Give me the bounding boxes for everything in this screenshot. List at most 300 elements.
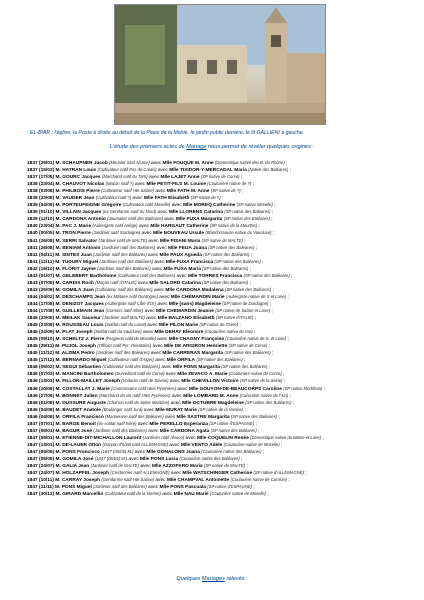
wife-note: (SP native des Baléares) [202, 279, 249, 285]
husband-note: (Soldat natif du Loiret) [104, 322, 147, 328]
record-end-mark: ; [272, 351, 274, 357]
record-date: 1846 (05/02) [27, 365, 55, 371]
wife-note: (SP native de l'Isère) [199, 322, 239, 328]
record-date: 1839 (12/10) [27, 217, 55, 223]
husband-note: (Jardinier natif des Baléares) [97, 265, 151, 271]
record-end-mark: ; [267, 492, 269, 498]
husband-name: M. PAC J. Marie [55, 224, 92, 230]
record-end-mark: ; [239, 323, 241, 329]
marriage-record [27, 448, 412, 455]
wife-note: (SP native de Saône et Loire) [215, 307, 271, 313]
record-end-mark: ; [289, 168, 292, 174]
wife-name: Mlle FUXA Francisca [165, 259, 214, 265]
wife-name: Mlle NAU Marie [173, 492, 209, 498]
record-connector: avec [148, 428, 159, 434]
wife-name: Mlle SALORD Catarina [149, 280, 201, 286]
footer-after: relevés : [224, 576, 248, 582]
husband-name: M. DE-LAUER Otton [55, 442, 102, 448]
record-date: 1844 (17/08) [27, 301, 55, 307]
wife-name: Mlle TORRES Francisca [187, 273, 243, 279]
record-connector: avec [162, 492, 173, 498]
wife-name: Mlle LLORENS Catarina [168, 210, 223, 216]
record-end-mark: ; [272, 287, 274, 293]
marriage-record [27, 229, 412, 236]
record-connector: avec [152, 266, 163, 272]
wife-name: Mlle FUXA Maria [163, 266, 201, 272]
marriage-record [27, 321, 412, 328]
husband-note: (Jardinier natif Alsace) [142, 434, 185, 440]
record-date: 1847 (05/05) [27, 449, 55, 455]
wife-note: (SP native de Corse) [200, 174, 240, 180]
record-connector: avec [152, 344, 163, 350]
record-date: 1847 (11/11) [27, 485, 54, 491]
husband-note: (Commissaire natif Htes Pyrénées) [111, 385, 177, 391]
marriage-record [27, 490, 412, 497]
wife-note: (Aubergiste native de S et Loire) [225, 293, 286, 299]
husband-name: M. PLAT Joseph [55, 330, 93, 336]
wife-name: Mlle CHEMARDIN Marie [170, 294, 225, 300]
record-date: 1839 (01/10) [27, 210, 55, 216]
marriage-record [27, 222, 412, 229]
record-connector: avec [165, 414, 176, 420]
record-end-mark: ; [262, 259, 264, 265]
wife-name: Mlle (sans) Magdeleine [168, 301, 222, 307]
wife-note: (SP native Moselle) [236, 202, 273, 208]
record-date: 1845 (29/11) [27, 344, 54, 350]
record-date: 1845 (11/12) [27, 351, 54, 357]
wife-note: (SP native des Baléares) [243, 272, 290, 278]
wife-note: (Couturière native de Moselle) [209, 491, 267, 497]
record-date: 1837 (26/01) [27, 161, 55, 166]
husband-name: M. MANCINI Bartholomeo [55, 372, 114, 378]
wife-name: Mlle PONS Lucia [140, 456, 179, 462]
record-connector: avec [169, 379, 180, 385]
record-connector: avec [149, 175, 160, 181]
record-connector: avec [155, 189, 166, 195]
husband-name: M. GOMILA Juan [55, 287, 94, 293]
wife-name: Mlle NOUVEAU Ursule [153, 231, 205, 237]
marriage-record [27, 286, 412, 293]
record-end-mark: ; [271, 217, 273, 223]
husband-note: (Jardinier natif MALTE) [102, 315, 145, 321]
marriage-record [27, 328, 412, 335]
wife-note: (Couturière native de ?) [207, 181, 252, 187]
wife-name: Mlle CARRERAS Margarita [162, 351, 224, 357]
wife-note: (Native des Baléares) [248, 167, 289, 173]
husband-note: (Cultivateur natif Pas de Calais) [97, 167, 157, 173]
marriage-record [27, 392, 412, 399]
record-date: 1846 (04/08) [27, 407, 55, 413]
record-end-mark: ; [305, 471, 307, 477]
wife-name: Mlle TIXIDOR-Y-MERCADAL Maria [169, 168, 247, 174]
record-end-mark: ; [246, 464, 248, 470]
wife-note: (Couturière native des Baléares) [201, 448, 262, 454]
record-connector: avec [134, 182, 146, 188]
wife-name: Mlle FEUA Juana [168, 245, 207, 251]
husband-note: (Voiturier natif de Savoie) [121, 378, 169, 384]
marriage-record [27, 349, 412, 356]
record-connector: avec [170, 471, 182, 477]
wife-name: Mlle SASTRE Margarita [176, 414, 230, 420]
husband-name: M. PHILBOIS Pierre [55, 189, 100, 195]
marriage-record [27, 272, 412, 279]
marriage-record [27, 208, 412, 215]
husband-name: M. HOLZAPFEL Joseph [55, 471, 110, 477]
record-end-mark: ; [271, 210, 274, 216]
wife-name: Mlle GOUYON-DE-BEAUCORPS Caroline [188, 386, 282, 392]
husband-note: (Jardinier natif des Baléares) [99, 258, 154, 264]
footer-before: Quelques [176, 576, 202, 582]
husband-note: (Charron natif de Seine Maritime) [107, 399, 170, 405]
wife-name: Mlle BALZANO Elisabeth [157, 316, 215, 322]
mariage-link[interactable]: Mariage [186, 144, 207, 150]
record-date: 1844 (04/02) [27, 294, 55, 300]
record-date: 1846 (20/06) [27, 386, 55, 392]
wife-note: (Blanchisseuse native du Vaucluse) [205, 230, 272, 236]
wife-note: (Couturière native de Moselle) [223, 441, 280, 447]
record-end-mark: ; [271, 308, 273, 314]
husband-name: M. GOMILA José [55, 456, 94, 462]
wife-note: (Couturière native de Corse) [228, 371, 282, 377]
record-date: 1838 (03/08) [27, 189, 55, 195]
wife-name: Mlle LOMBARD M. Anne [183, 393, 239, 399]
marriage-record [27, 335, 412, 342]
marriage-record [27, 265, 412, 272]
wife-note: (SP native de la Meurthe) [209, 223, 258, 229]
marriage-records-list [27, 159, 412, 497]
record-end-mark: ; [281, 442, 283, 448]
wife-name: Mlle AZZOPARD Maria [151, 464, 203, 470]
marriage-record [27, 476, 412, 483]
wife-name: Mlle PONS Margarita [172, 365, 220, 371]
wife-name: Mlle CARDONA Madalena [165, 287, 224, 293]
record-end-mark: ; [289, 393, 291, 399]
wife-name: Mlle VENTO Adèle [180, 442, 223, 448]
wife-name: Mlle PERELLO Esperanza [149, 421, 208, 427]
husband-name: M. DUSSURE Auguste [55, 400, 107, 406]
record-connector: avec [156, 245, 167, 251]
wife-note: (SP native de ?) [190, 195, 221, 201]
record-date: 1846 (07/03) [27, 372, 55, 378]
record-end-mark: ; [244, 407, 246, 413]
wife-note: (SP native d'ALLEMAGNE) [253, 470, 304, 476]
record-connector: avec [157, 168, 168, 174]
record-connector: avec [159, 294, 170, 300]
footer-text [0, 576, 424, 582]
husband-name: M. DESCHAMPS Jean [55, 294, 106, 300]
record-end-mark: ; [249, 280, 251, 286]
record-connector: avec [169, 442, 180, 448]
record-end-mark: ; [268, 365, 271, 371]
marriage-record [27, 237, 412, 244]
husband-name: M. CARDIX Roch [55, 280, 94, 286]
wife-note: (Couturière native du Var) [204, 329, 253, 335]
record-date: 1847 (09/01) [27, 428, 55, 434]
husband-note: (Jardinier natif des Baléares) [93, 484, 147, 490]
wife-note: (SP native de MALTE) [201, 237, 243, 243]
husband-name: M. BONNET Julien [55, 393, 98, 399]
husband-name: M. SCHAUPNER Jacob [55, 161, 108, 166]
wife-name: Mlle DEHAY Eléonore [154, 330, 204, 336]
record-date: 1837 (17/05) [27, 175, 55, 181]
husband-note: (Manoeuvre natif des Baléares) [105, 413, 164, 419]
wife-note: (SP native des Baléares) [224, 209, 271, 215]
record-date: 1843 (07/09) [27, 280, 55, 286]
record-date: 1839 (04/05) [27, 203, 55, 209]
husband-name: M. GUILLEMAIN Jean [55, 308, 105, 314]
wife-name: Mlle ORFILA [166, 358, 196, 364]
record-end-mark: ; [255, 421, 257, 427]
record-end-mark: ; [272, 231, 275, 237]
husband-name: M. PONS Miguel [55, 485, 92, 491]
record-date: 1838 (23/04) [27, 182, 55, 188]
marriage-record [27, 356, 412, 363]
wife-name: Mlle CARDONA Agata [159, 428, 210, 434]
record-end-mark: ; [254, 330, 256, 336]
husband-name: M. VAUDER Jean [55, 196, 95, 202]
husband-note: (Forgeron natif de Moselle) [105, 336, 156, 342]
record-connector: avec [153, 287, 165, 293]
record-end-mark: ; [268, 344, 271, 350]
wife-name: Mlle CHAMPVAL Antoinette [166, 478, 230, 484]
record-date: 1841 (12/11) [27, 259, 54, 265]
record-end-mark: ; [258, 224, 260, 230]
wife-note: (SP native de la Vienne) [198, 406, 244, 412]
record-end-mark: ; [278, 414, 280, 420]
husband-note: (Aubergiste natif Ariège) [92, 223, 138, 229]
husband-name: M. GOURC Jacques [55, 175, 101, 181]
wife-name: Mlle FATH Elisabeth [143, 196, 190, 202]
wife-name: Mlle PAUX Agueda [159, 252, 202, 258]
marriage-record [27, 187, 412, 194]
record-end-mark: ; [221, 196, 224, 202]
wife-note: (SP native des Baléares) [224, 286, 272, 292]
record-connector: avec [176, 273, 187, 279]
wife-name: Mlle PETIT-FILS M. Louise [146, 182, 206, 188]
el-biar-photo [114, 4, 326, 125]
husband-name: M. GIRARD Marcellin [55, 492, 104, 498]
marriage-record [27, 159, 412, 166]
husband-name: M. ETIENNE-DIT-MICHALLON Laurent [55, 435, 142, 441]
husband-name: M. SEGUI Sébastien [55, 365, 102, 371]
husband-name: M. ORFILA Francisco [55, 414, 104, 420]
husband-note: (Jardinier natif de MALTE) [98, 237, 148, 243]
record-connector: avec [177, 386, 188, 392]
marriage-record [27, 377, 412, 384]
record-end-mark: ; [243, 358, 246, 364]
husband-name: M. MEILAK Sauveur [55, 316, 101, 322]
record-end-mark: ; [283, 372, 285, 378]
wife-name: Mlle PONS Pascuala [159, 485, 206, 491]
record-connector: avec [170, 400, 181, 406]
wife-note: (SP native de Dordogne) [222, 300, 269, 306]
husband-note: (ex Gendarme natif du Nord) [102, 209, 157, 215]
marriage-record [27, 180, 412, 187]
record-date: 1845 (17/12) [27, 358, 55, 364]
marriage-record [27, 244, 412, 251]
marriage-record [27, 441, 412, 448]
wife-note: (SP native de MALTE) [203, 463, 246, 469]
marriage-record [27, 215, 412, 222]
record-connector: avec [138, 224, 150, 230]
photo-illustration [115, 5, 326, 125]
husband-name: M. VILLAIN Jacques [55, 210, 102, 216]
husband-note: (Cultivateur natif Hte Saône) [101, 188, 154, 194]
husband-note: (Jardinier natif des Baléares) [101, 244, 156, 250]
record-connector: avec [157, 301, 168, 307]
wife-note: (SP native des Baléares) [224, 350, 271, 356]
record-connector: avec [171, 393, 182, 399]
record-end-mark: ; [323, 386, 326, 392]
record-date: 1843 (01/07) [27, 273, 55, 279]
intro-after: nous permet de révéler quelques origines : [206, 144, 315, 150]
record-connector: avec [146, 316, 157, 322]
wife-note: (Couturière native de Corrèze) [230, 477, 288, 483]
husband-note: (Aubergiste natif Côte d'Or) [105, 300, 156, 306]
record-date: 1845 (23/08) [27, 323, 55, 329]
record-connector: avec [137, 421, 148, 427]
record-end-mark: ; [291, 273, 293, 279]
record-date: 1843 (25/09) [27, 287, 55, 293]
husband-name: M. DENIZOT Jacques [55, 301, 104, 307]
marriage-record [27, 370, 412, 377]
husband-name: M. HATRAN Louis [55, 168, 97, 174]
wife-name: Mlle FATH M. Anne [166, 189, 210, 195]
intro-before: L'étude des premiers actes de [109, 144, 187, 150]
record-date: 1847 (13/01) [27, 442, 55, 448]
record-end-mark: ; [249, 266, 252, 272]
husband-note: (Jardinier natif des Baléares) [93, 251, 147, 257]
record-connector: avec [140, 464, 151, 470]
husband-note: (Officier natif Pyr. Orientales) [97, 343, 152, 349]
wife-note: (SP native des Baléares) [196, 357, 243, 363]
record-end-mark: ; [274, 203, 276, 209]
record-date: 1846 (01/08) [27, 400, 55, 406]
record-end-mark: ; [287, 337, 289, 343]
record-connector: avec [164, 217, 175, 223]
marriage-record [27, 173, 412, 180]
wife-name: Mlle PILON Marie [158, 323, 199, 329]
record-date: 1840 (23/04) [27, 224, 55, 230]
wife-name: Mlle CHEMARDIN Jeanne [156, 308, 214, 314]
husband-name: M. BENIAM Antonin [55, 245, 101, 251]
record-end-mark: ; [240, 175, 243, 181]
husband-note: (Boulanger natif Jura) [102, 406, 143, 412]
record-end-mark: ; [253, 485, 255, 491]
wife-name: Mlle CHAGNY Françoise [168, 337, 225, 343]
record-end-mark: ; [287, 294, 289, 300]
husband-name: M. PONS Francisco [55, 449, 100, 455]
record-connector: avec [161, 365, 172, 371]
record-end-mark: ; [262, 449, 265, 455]
marriage-record [27, 406, 412, 413]
husband-note: (Commis natif Allier) [105, 307, 144, 313]
record-date: 1847 (24/07) [27, 464, 55, 470]
record-connector: avec [137, 280, 148, 286]
marriage-record [27, 201, 412, 208]
wife-name: Mlle PISANI Maria [159, 238, 201, 244]
husband-name: M. GALIA Jean [55, 464, 90, 470]
record-end-mark: ; [283, 379, 286, 385]
husband-note: (Cultivateur natif ?) [95, 195, 132, 201]
wife-name: Mlle WATSCHINGER Catherine [182, 471, 253, 477]
record-date: 1847 (07/01) [27, 421, 55, 427]
husband-note: (Cultivateur natif d'Alger) [107, 357, 154, 363]
husband-name: M. BERNARDO Miguel [55, 358, 107, 364]
husband-note: (ex Militaire natif Dordogne) [106, 293, 158, 299]
record-connector: avec [155, 478, 166, 484]
record-end-mark: ; [286, 161, 288, 166]
wife-note: (SP native des Baléares) [208, 244, 255, 250]
record-date: 1847 (30/12) [27, 492, 55, 498]
record-date: 1847 (24/07) [27, 471, 55, 477]
marriage-record [27, 279, 412, 286]
wife-note: (SP native d'ESPAGNE) [207, 484, 253, 490]
record-date: 1847 (05/05) [27, 456, 55, 462]
husband-note: (Maçon natif d'ITALIE) [95, 279, 137, 285]
husband-note: (Surveillant natif de Corse) [115, 371, 165, 377]
wife-note: (SP native des Baléares) [210, 427, 257, 433]
record-connector: avec [134, 449, 145, 455]
wife-note: (SP native d'ITALIE) [215, 315, 254, 321]
husband-note: (Jardinier natif Sardaigne) [92, 230, 141, 236]
record-end-mark: ; [252, 182, 254, 188]
record-date: 1837 (15/03) [27, 168, 55, 174]
record-end-mark: ; [242, 189, 244, 195]
marriage-record [27, 300, 412, 307]
husband-name: M. BARGE Benoit [55, 421, 96, 427]
record-date: 1841 (04/11) [27, 252, 54, 258]
record-connector: avec [154, 259, 165, 265]
wife-name: Mlle COQUELIN Renée [197, 435, 249, 441]
marriage-record [27, 455, 412, 462]
husband-note: (Cultivateur natif de la Vienne) [104, 491, 161, 497]
marriage-record [27, 434, 412, 441]
husband-name: M. PUJOL Joseph [55, 344, 96, 350]
marriage-record [27, 413, 412, 420]
wife-note: (SP native de la Seine) [239, 378, 283, 384]
husband-note: (Marchand de vin natif Htes Pyrénées) [99, 392, 171, 398]
marriage-record [27, 258, 412, 265]
record-connector: avec [148, 238, 159, 244]
marriage-record [27, 166, 412, 173]
wife-note: (SP native des Baléares) [221, 364, 268, 370]
husband-note: (Soldat natif du Vaucluse) [93, 329, 142, 335]
marriage-record [27, 462, 412, 469]
wife-name: Mlle FOUQUE M. Anne [162, 161, 214, 166]
record-connector: avec [143, 330, 154, 336]
husband-note: (Jardinier natif des Baléares) [96, 350, 150, 356]
record-connector: avec [148, 252, 159, 258]
marriage-record [27, 194, 412, 201]
wife-note: (SP native des Baléares) [230, 413, 278, 419]
record-date: 1847 (10/11) [27, 478, 54, 484]
wife-note: (SP native des Baléares) [202, 265, 249, 271]
marriage-record [27, 399, 412, 406]
record-connector: avec [128, 456, 139, 462]
wife-name: Mlle DE ARGIRON Henriette [164, 344, 228, 350]
marriage-record [27, 314, 412, 321]
mariages-link[interactable]: Mariages [201, 576, 225, 582]
husband-name: M. TRON Pierre [55, 231, 91, 237]
marriage-record [27, 385, 412, 392]
record-connector: avec [151, 161, 162, 166]
record-end-mark: ; [269, 301, 272, 307]
wife-name: Mlle LAJET Anne [160, 175, 200, 181]
record-end-mark: ; [322, 435, 324, 441]
wife-name: Mlle MOREQ Catherine [183, 203, 236, 209]
husband-note: (Cordonnier natif ALLEMAGNE) [110, 470, 170, 476]
